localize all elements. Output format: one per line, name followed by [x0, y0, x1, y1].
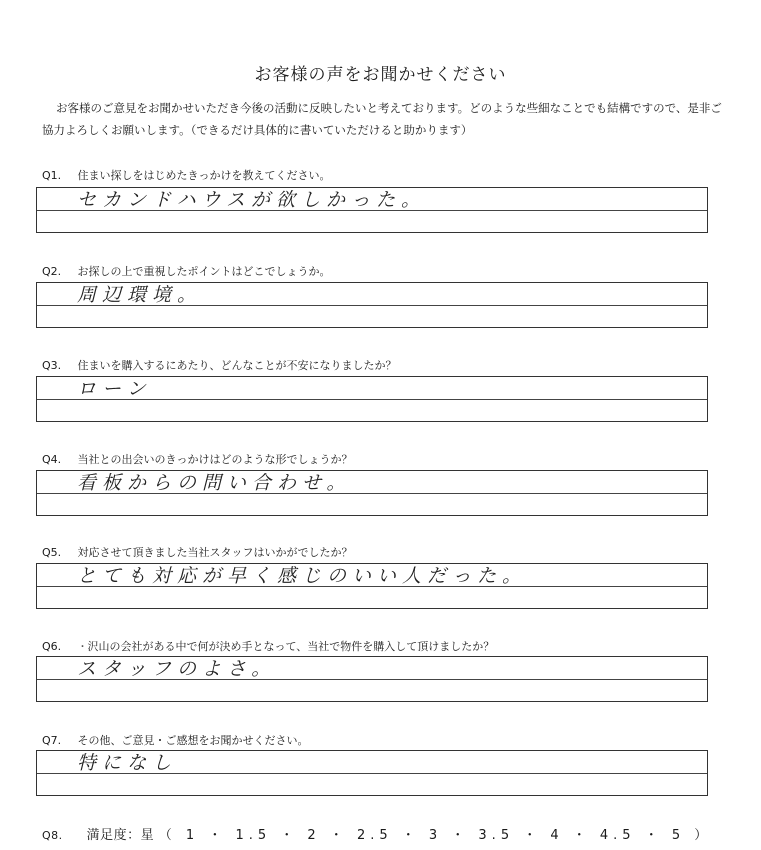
answer-text: 特になし	[77, 752, 178, 774]
question-text: その他、ご意見・ご感想をお聞かせください。	[77, 734, 309, 747]
question-number: Q8.	[42, 829, 63, 842]
answer-box-4	[36, 470, 708, 516]
answer-box-1	[36, 187, 708, 233]
answer-text: 看板からの問い合わせ。	[77, 472, 352, 494]
question-number: Q3.	[42, 359, 62, 372]
question-number: Q7.	[42, 734, 62, 747]
question-3	[42, 357, 397, 373]
question-4	[42, 451, 353, 467]
question-text: 沢山の会社がある中で何が決め手となって、当社で物件を購入して頂けましたか？	[87, 640, 495, 653]
answer-text: セカンドハウスが欲しかった。	[77, 189, 427, 211]
question-6	[42, 638, 494, 654]
answer-text: ローン	[77, 378, 152, 400]
answer-box-6	[36, 656, 708, 702]
question-text: 住まい探しをはじめたきっかけを教えてください。	[77, 169, 331, 182]
answer-text: スタッフのよさ。	[77, 658, 277, 680]
question-number: Q2.	[42, 265, 62, 278]
answer-box-3	[36, 376, 708, 422]
question-number: Q4.	[42, 453, 62, 466]
answer-box-5	[36, 563, 708, 609]
page-title: お客様の声をお聞かせください	[254, 65, 507, 85]
answer-text: とても対応が早く感じのいい人だった。	[77, 565, 528, 587]
answer-box-7	[36, 750, 708, 796]
question-7	[42, 732, 309, 748]
question-number: Q1.	[42, 169, 62, 182]
question-8	[42, 824, 712, 843]
question-number: Q6.	[42, 640, 62, 653]
question-text: お探しの上で重視したポイントはどこでしょうか。	[77, 265, 331, 278]
question-text: 当社との出会いのきっかけはどのような形でしょうか？	[77, 453, 353, 466]
intro-text: お客様のご意見をお聞かせいただき今後の活動に反映したいと考えております。どのような些細なことでも結構ですので、是非ご協力よろしくお願いします。（できるだけ具体的に書いていただけると助かります）	[42, 101, 722, 137]
question-text: 対応させて頂きました当社スタッフはいかがでしたか？	[77, 546, 353, 559]
question-5	[42, 544, 353, 560]
handwritten-mark: ・	[77, 642, 88, 653]
answer-box-2	[36, 282, 708, 328]
question-2	[42, 263, 331, 279]
answer-text: 周辺環境。	[77, 284, 203, 306]
question-number: Q5.	[42, 546, 62, 559]
question-1	[42, 167, 331, 183]
satisfaction-scale: （ 1 ・ 1.5 ・ 2 ・ 2.5 ・ 3 ・ 3.5 ・ 4 ・ 4.5 ・ 5 ）	[158, 828, 713, 843]
question-text: 住まいを購入するにあたり、どんなことが不安になりましたか？	[77, 359, 397, 372]
satisfaction-label: 満足度：星	[86, 828, 155, 843]
